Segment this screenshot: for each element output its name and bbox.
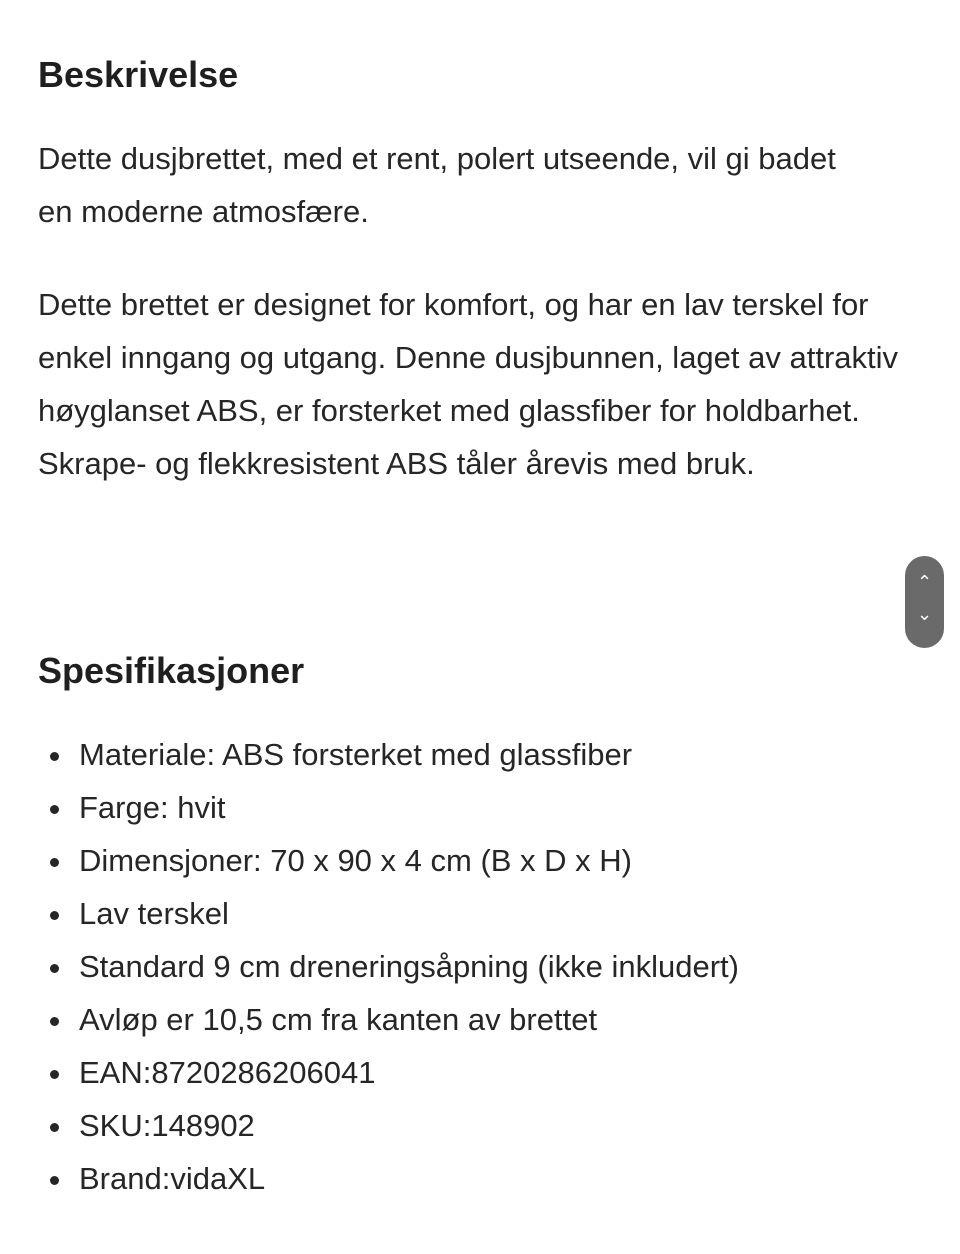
list-item: Brand:vidaXL xyxy=(38,1152,739,1205)
list-item: Materiale: ABS forsterket med glassfiber xyxy=(38,728,739,781)
scroll-up-icon[interactable]: ⌃ xyxy=(916,572,933,592)
description-paragraph: Dette dusjbrettet, med et rent, polert utseende, vil gi badet en moderne atmosfære. xyxy=(38,141,836,229)
specs-heading: Spesifikasjoner xyxy=(38,650,305,691)
list-item: Dimensjoner: 70 x 90 x 4 cm (B x D x H) xyxy=(38,834,739,887)
scroll-nav-widget[interactable] xyxy=(905,556,944,648)
list-item: Lav terskel xyxy=(38,887,739,940)
list-item: Standard 9 cm dreneringsåpning (ikke inkludert) xyxy=(38,940,739,993)
list-item: Farge: hvit xyxy=(38,781,739,834)
list-item: Avløp er 10,5 cm fra kanten av brettet xyxy=(38,993,739,1046)
specs-list xyxy=(38,728,739,1205)
list-item: SKU:148902 xyxy=(38,1099,739,1152)
description-paragraph: Dette brettet er designet for komfort, og har en lav terskel for enkel inngang og utgang. Denne dusjbunnen, laget av attraktiv høyglanset ABS, er forsterket med glassfiber for holdbarhet. Skrape- og flekkresistent ABS tåler årevis med bruk. xyxy=(38,287,899,481)
description-heading: Beskrivelse xyxy=(38,54,239,95)
scroll-down-icon[interactable]: ⌄ xyxy=(916,604,933,624)
list-item: EAN:8720286206041 xyxy=(38,1046,739,1099)
